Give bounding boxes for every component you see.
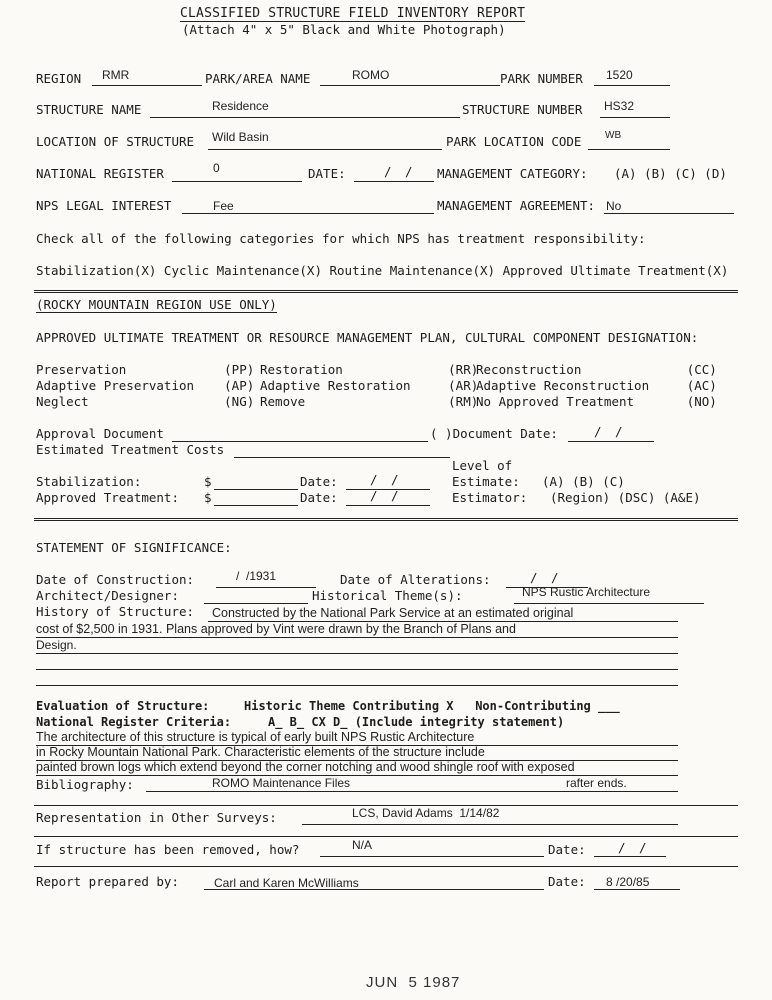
treatment-categories: Stabilization(X) Cyclic Maintenance(X) Routine Maintenance(X) Approved Ultimate Treatment(X) xyxy=(36,263,729,278)
treatment-instruction: Check all of the following categories for which NPS has treatment responsibility: xyxy=(36,231,646,246)
nps-legal-label: NPS LEGAL INTEREST xyxy=(36,198,172,213)
treatment-option-no: No Approved Treatment (NO) xyxy=(476,394,717,409)
date-value: / / xyxy=(384,164,413,179)
region-label: REGION xyxy=(36,71,82,86)
approved-treatment-dollar: $ xyxy=(204,490,212,505)
approved-heading: APPROVED ULTIMATE TREATMENT OR RESOURCE MANAGEMENT PLAN, CULTURAL COMPONENT DESIGNATION: xyxy=(36,330,699,345)
treatment-option-ng: Neglect (NG) xyxy=(36,394,255,409)
park-area-label: PARK/AREA NAME xyxy=(205,71,311,86)
approval-document-label: Approval Document xyxy=(36,426,164,441)
architect-label: Architect/Designer: xyxy=(36,588,179,603)
stabilization-date-label: Date: xyxy=(300,474,338,489)
treatment-option-rr: Restoration (RR) xyxy=(260,362,479,377)
level-of-label: Level of xyxy=(452,458,513,473)
stabilization-label: Stabilization: xyxy=(36,474,142,489)
national-register-label: NATIONAL REGISTER xyxy=(36,166,164,181)
management-category-label: MANAGEMENT CATEGORY: xyxy=(437,166,588,181)
approved-treatment-label: Approved Treatment: xyxy=(36,490,179,505)
park-number-label: PARK NUMBER xyxy=(500,71,583,86)
statement-line-1: The architecture of this structure is typical of early built NPS Rustic Architecture xyxy=(36,730,475,744)
prepared-date-label: Date: xyxy=(548,874,586,889)
treatment-option-rm: Remove (RM) xyxy=(260,394,479,409)
historical-theme-value: NPS Rustic Architecture xyxy=(522,585,651,599)
structure-name-label: STRUCTURE NAME xyxy=(36,102,142,117)
region-value: RMR xyxy=(102,68,130,82)
park-area-value: ROMO xyxy=(352,68,390,82)
region-use-heading: (ROCKY MOUNTAIN REGION USE ONLY) xyxy=(36,297,277,312)
history-line-2: cost of $2,500 in 1931. Plans approved by Vint were drawn by the Branch of Plans and xyxy=(36,622,516,636)
stabilization-dollar: $ xyxy=(204,474,212,489)
received-date-stamp: JUN 5 1987 xyxy=(366,974,461,991)
history-line-3: Design. xyxy=(36,638,77,652)
estimator-label: Estimator: xyxy=(452,490,528,505)
treatment-option-ap: Adaptive Preservation (AP) xyxy=(36,378,255,393)
representation-label: Representation in Other Surveys: xyxy=(36,810,277,825)
estimate-options: (A) (B) (C) xyxy=(542,474,625,489)
historical-theme-label: Historical Theme(s): xyxy=(312,588,463,603)
estimated-costs-label: Estimated Treatment Costs xyxy=(36,442,225,457)
prepared-date-value: 8 /20/85 xyxy=(606,875,650,889)
statement-line-3: painted brown logs which extend beyond the corner notching and wood shingle roof with exposed xyxy=(36,760,575,774)
prepared-label: Report prepared by: xyxy=(36,874,179,889)
statement-line-4: rafter ends. xyxy=(566,776,627,790)
structure-number-value: HS32 xyxy=(604,99,635,113)
location-value: Wild Basin xyxy=(212,130,269,144)
park-location-code-label: PARK LOCATION CODE xyxy=(446,134,582,149)
management-category-options: (A) (B) (C) (D) xyxy=(614,166,727,181)
removed-label: If structure has been removed, how? xyxy=(36,842,300,857)
date-alterations-value: / / xyxy=(530,570,559,585)
treatment-option-pp: Preservation (PP) xyxy=(36,362,255,377)
history-line-1: Constructed by the National Park Service at an estimated original xyxy=(212,606,574,620)
national-register-value: 0 xyxy=(213,161,220,175)
history-label: History of Structure: xyxy=(36,604,195,619)
section-divider-2 xyxy=(34,518,738,521)
nps-legal-value: Fee xyxy=(213,199,234,213)
approved-treatment-date-value: / / xyxy=(370,488,399,503)
date-construction-label: Date of Construction: xyxy=(36,572,195,587)
document-date-value: / / xyxy=(594,424,623,439)
removed-value: N/A xyxy=(352,838,373,852)
removed-date-value: / / xyxy=(618,840,647,855)
stabilization-date-value: / / xyxy=(370,472,399,487)
report-title: CLASSIFIED STRUCTURE FIELD INVENTORY REPORT xyxy=(180,6,526,21)
bibliography-value: ROMO Maintenance Files xyxy=(212,776,351,790)
location-label: LOCATION OF STRUCTURE xyxy=(36,134,195,149)
bibliography-label: Bibliography: xyxy=(36,777,134,792)
statement-line-2: in Rocky Mountain National Park. Characteristic elements of the structure include xyxy=(36,745,485,759)
park-number-value: 1520 xyxy=(606,68,633,82)
criteria-value: A_ B_ CX D_ (Include integrity statement) xyxy=(268,715,565,729)
evaluation-label: Evaluation of Structure: xyxy=(36,699,210,713)
estimator-options: (Region) (DSC) (A&E) xyxy=(550,490,701,505)
estimate-label: Estimate: xyxy=(452,474,520,489)
approved-treatment-date-label: Date: xyxy=(300,490,338,505)
prepared-value: Carl and Karen McWilliams xyxy=(214,876,359,890)
representation-value: LCS, David Adams 1/14/82 xyxy=(352,806,500,820)
document-date-label: ( )Document Date: xyxy=(430,426,558,441)
park-location-code-value: WB xyxy=(605,130,622,141)
management-agreement-value: No xyxy=(606,199,622,213)
section-divider-5 xyxy=(34,866,738,867)
structure-name-value: Residence xyxy=(212,99,269,113)
treatment-option-ac: Adaptive Reconstruction (AC) xyxy=(476,378,717,393)
report-subtitle: (Attach 4" x 5" Black and White Photograph) xyxy=(182,22,506,37)
section-divider xyxy=(34,290,738,293)
structure-number-label: STRUCTURE NUMBER xyxy=(462,102,583,117)
criteria-label: National Register Criteria: xyxy=(36,715,232,729)
management-agreement-label: MANAGEMENT AGREEMENT: xyxy=(437,198,596,213)
date-alterations-label: Date of Alterations: xyxy=(340,572,491,587)
treatment-option-cc: Reconstruction (CC) xyxy=(476,362,717,377)
significance-heading: STATEMENT OF SIGNIFICANCE: xyxy=(36,540,232,555)
date-construction-value: / /1931 xyxy=(236,569,277,583)
treatment-option-ar: Adaptive Restoration (AR) xyxy=(260,378,479,393)
evaluation-value: Historic Theme Contributing X Non-Contributing ___ xyxy=(244,699,620,713)
removed-date-label: Date: xyxy=(548,842,586,857)
section-divider-4 xyxy=(34,836,738,837)
date-label: DATE: xyxy=(308,166,346,181)
